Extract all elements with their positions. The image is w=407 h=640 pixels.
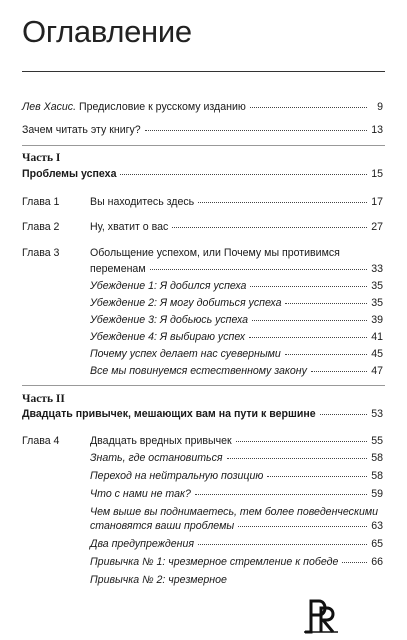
subentry-line1: Чем выше вы поднимаетесь, тем более поведенческими: [90, 506, 379, 518]
chapter-3-title-line1: Обольщение успехом, или Почему мы противимся: [90, 247, 340, 259]
toc-subentry[interactable]: [90, 488, 383, 501]
chapter-3-number: Глава 3: [22, 247, 60, 259]
leader-dots: [285, 303, 367, 304]
leader-dots: [227, 458, 367, 459]
leader-dots: [236, 441, 367, 442]
part-1-title: Проблемы успеха: [22, 168, 117, 180]
leader-dots: [267, 476, 367, 477]
page-number: 66: [371, 556, 383, 568]
toc-entry-chapter-4[interactable]: [90, 435, 383, 448]
toc-subentry[interactable]: [90, 520, 383, 533]
part-2-label: Часть II: [22, 393, 65, 405]
page-number: 13: [371, 124, 383, 136]
leader-dots: [198, 544, 367, 545]
leader-dots: [145, 130, 367, 131]
entry-label: Убеждение 2: Я могу добиться успеха: [90, 297, 282, 309]
entry-label: Убеждение 3: Я добьюсь успеха: [90, 314, 249, 326]
entry-label: Почему успех делает нас суеверными: [90, 348, 281, 360]
page-number: 9: [377, 101, 383, 113]
toc-entry-part-2[interactable]: [22, 408, 383, 421]
page-number: 41: [371, 331, 383, 343]
entry-label: Все мы повинуемся естественному закону: [90, 365, 307, 377]
section-separator: [22, 145, 385, 146]
entry-label: Что с нами не так?: [90, 488, 191, 500]
entry-label: Привычка № 1: чрезмерное стремление к победе: [90, 556, 339, 568]
page-number: 27: [371, 221, 383, 233]
page-title: Оглавление: [22, 14, 192, 49]
preface-author: Лев Хасис.: [22, 101, 77, 113]
toc-subentry[interactable]: [90, 297, 383, 310]
leader-dots: [198, 202, 367, 203]
toc-entry-chapter-1[interactable]: [90, 196, 383, 209]
leader-dots: [311, 371, 367, 372]
leader-dots: [120, 174, 367, 175]
entry-label: Переход на нейтральную позицию: [90, 470, 264, 482]
leader-dots: [320, 414, 367, 415]
page-number: 35: [371, 297, 383, 309]
toc-entry-chapter-3[interactable]: [90, 263, 383, 276]
section-separator: [22, 385, 385, 386]
page-number: 65: [371, 538, 383, 550]
page-number: 53: [371, 408, 383, 420]
subentry-truncated: Привычка № 2: чрезмерное: [90, 574, 227, 586]
part-2-title: Двадцать привычек, мешающих вам на пути к вершине: [22, 408, 316, 420]
page-number: 58: [371, 452, 383, 464]
toc-entry-why-read[interactable]: [22, 124, 383, 137]
toc-subentry[interactable]: [90, 470, 383, 483]
toc-entry-part-1[interactable]: [22, 168, 383, 181]
entry-label: Убеждение 1: Я добился успеха: [90, 280, 247, 292]
leader-dots: [249, 337, 367, 338]
page-number: 15: [371, 168, 383, 180]
page-number: 17: [371, 196, 383, 208]
toc-subentry[interactable]: [90, 556, 383, 569]
page-number: 33: [371, 263, 383, 275]
toc-subentry[interactable]: [90, 348, 383, 361]
entry-label: Убеждение 4: Я выбираю успех: [90, 331, 246, 343]
chapter-4-number: Глава 4: [22, 435, 60, 447]
preface-title: Предисловие к русскому изданию: [76, 101, 246, 113]
publisher-logo-icon: [302, 598, 340, 634]
toc-subentry[interactable]: [90, 314, 383, 327]
page-number: 45: [371, 348, 383, 360]
chapter-2-number: Глава 2: [22, 221, 60, 233]
leader-dots: [172, 227, 367, 228]
toc-subentry[interactable]: [90, 331, 383, 344]
page-number: 39: [371, 314, 383, 326]
entry-label: Два предупреждения: [90, 538, 195, 550]
part-1-label: Часть I: [22, 152, 61, 164]
leader-dots: [150, 269, 367, 270]
entry-label: Вы находитесь здесь: [90, 196, 195, 208]
leader-dots: [238, 526, 367, 527]
title-rule: [22, 71, 385, 72]
leader-dots: [195, 494, 367, 495]
leader-dots: [250, 107, 367, 108]
toc-subentry[interactable]: [90, 365, 383, 378]
leader-dots: [285, 354, 367, 355]
entry-label: становятся ваши проблемы: [90, 520, 235, 532]
page-number: 59: [371, 488, 383, 500]
page-number: 63: [371, 520, 383, 532]
toc-entry-chapter-2[interactable]: [90, 221, 383, 234]
entry-label: Зачем читать эту книгу?: [22, 124, 141, 136]
chapter-1-number: Глава 1: [22, 196, 60, 208]
leader-dots: [250, 286, 367, 287]
entry-label: Знать, где остановиться: [90, 452, 223, 464]
entry-label: переменам: [90, 263, 146, 275]
leader-dots: [252, 320, 367, 321]
toc-subentry[interactable]: [90, 452, 383, 465]
toc-entry-preface[interactable]: [22, 101, 383, 114]
page-number: 35: [371, 280, 383, 292]
leader-dots: [342, 562, 367, 563]
entry-label: Двадцать вредных привычек: [90, 435, 232, 447]
toc-subentry[interactable]: [90, 280, 383, 293]
page-number: 58: [371, 470, 383, 482]
entry-label: Ну, хватит о вас: [90, 221, 169, 233]
page-number: 55: [371, 435, 383, 447]
toc-subentry[interactable]: [90, 538, 383, 551]
page-number: 47: [371, 365, 383, 377]
